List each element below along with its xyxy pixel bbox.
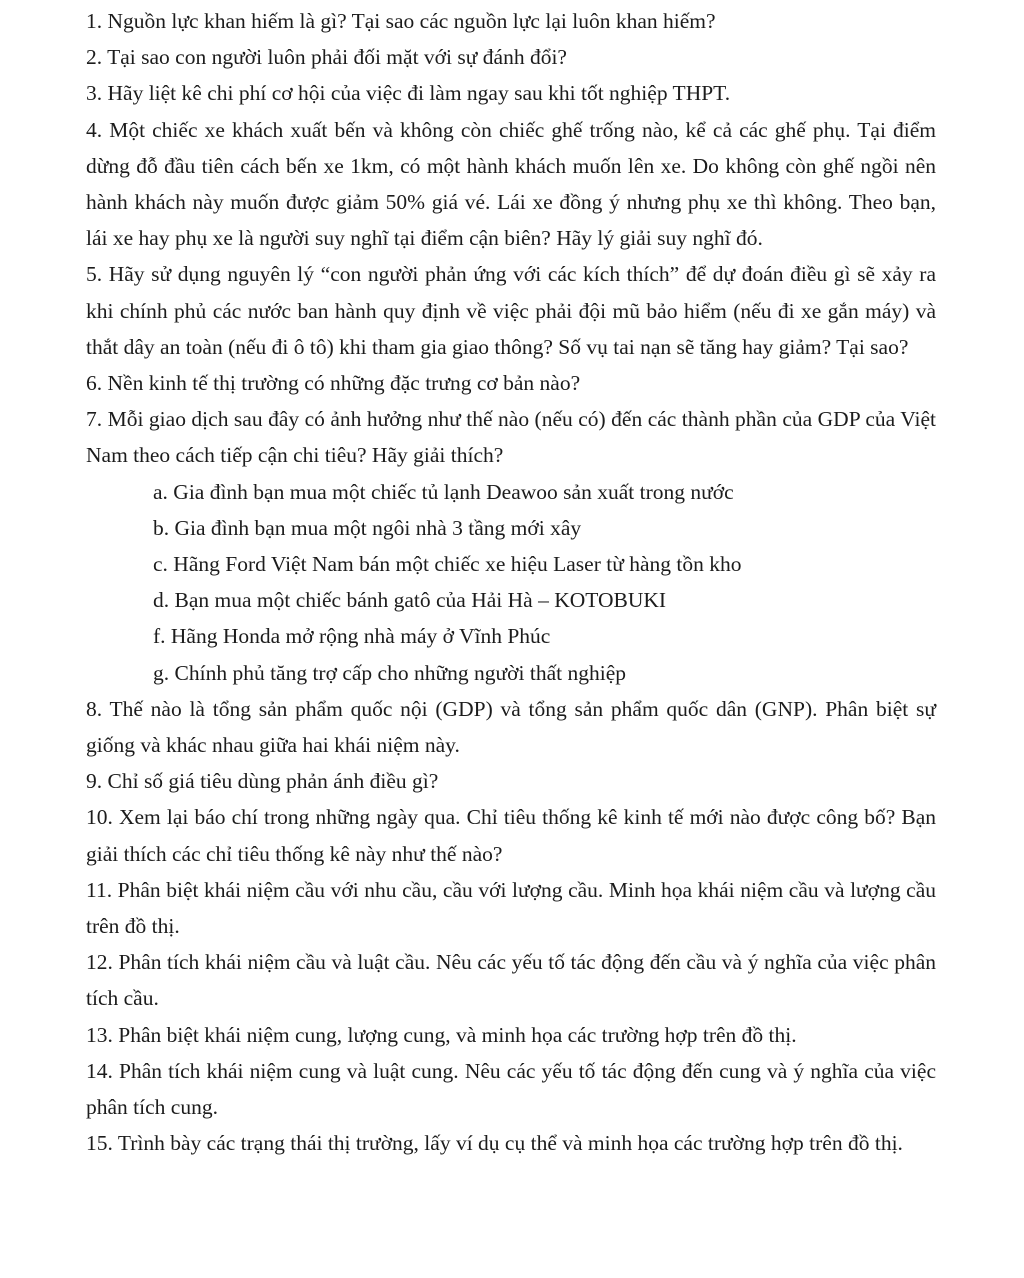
question-4: 4. Một chiếc xe khách xuất bến và không còn chiếc ghế trống nào, kể cả các ghế phụ. Tại điểm dừng đỗ đầu tiên cách bến xe 1km, có một hành khách muốn lên xe. Do không còn ghế ngồi nên hành khách này muốn được giảm 50% giá vé. Lái xe đồng ý nhưng phụ xe thì không. Theo bạn, lái xe hay phụ xe là người suy nghĩ tại điểm cận biên? Hãy lý giải suy nghĩ đó. [86,117,936,251]
question-6: 6. Nền kinh tế thị trường có những đặc trưng cơ bản nào? [86,371,581,396]
question-9: 9. Chỉ số giá tiêu dùng phản ánh điều gì? [86,769,439,794]
question-1: 1. Nguồn lực khan hiếm là gì? Tại sao các nguồn lực lại luôn khan hiếm? [86,9,716,33]
question-11: 11. Phân biệt khái niệm cầu với nhu cầu, cầu với lượng cầu. Minh họa khái niệm cầu và lượng cầu trên đồ thị. [86,877,936,939]
question-15: 15. Trình bày các trạng thái thị trường, lấy ví dụ cụ thể và minh họa các trường hợp trên đồ thị. [86,1131,903,1156]
question-8: 8. Thế nào là tổng sản phẩm quốc nội (GDP) và tổng sản phẩm quốc dân (GNP). Phân biệt sự giống và khác nhau giữa hai khái niệm này. [86,696,936,758]
question-7: 7. Mỗi giao dịch sau đây có ảnh hưởng như thế nào (nếu có) đến các thành phần của GDP của Việt Nam theo cách tiếp cận chi tiêu? Hãy giải thích? [86,407,936,468]
sub-item-d: d. Bạn mua một chiếc bánh gatô của Hải Hà – KOTOBUKI [153,588,667,613]
sub-item-f: f. Hãng Honda mở rộng nhà máy ở Vĩnh Phúc [153,624,551,649]
sub-item-b: b. Gia đình bạn mua một ngôi nhà 3 tầng mới xây [153,515,582,540]
question-10: 10. Xem lại báo chí trong những ngày qua. Chỉ tiêu thống kê kinh tế mới nào được công bố? Bạn giải thích các chỉ tiêu thống kê này như thế nào? [86,805,936,866]
sub-item-g: g. Chính phủ tăng trợ cấp cho những người thất nghiệp [153,660,626,685]
question-14: 14. Phân tích khái niệm cung và luật cung. Nêu các yếu tố tác động đến cung và ý nghĩa của việc phân tích cung. [86,1058,936,1120]
sub-item-a: a. Gia đình bạn mua một chiếc tủ lạnh Deawoo sản xuất trong nước [153,479,734,504]
question-2: 2. Tại sao con người luôn phải đối mặt với sự đánh đổi? [86,45,567,70]
question-5: 5. Hãy sử dụng nguyên lý “con người phản ứng với các kích thích” để dự đoán điều gì sẽ xảy ra khi chính phủ các nước ban hành quy định về việc phải đội mũ bảo hiểm (nếu đi xe gắn máy) và thắt dây an toàn (nếu đi ô tô) khi tham gia giao thông? Số vụ tai nạn sẽ tăng hay giảm? Tại sao? [86,262,936,359]
question-13: 13. Phân biệt khái niệm cung, lượng cung, và minh họa các trường hợp trên đồ thị. [86,1022,797,1047]
question-7-sub-list [86,474,936,691]
sub-item-c: c. Hãng Ford Việt Nam bán một chiếc xe hiệu Laser từ hàng tồn kho [153,552,742,577]
question-3: 3. Hãy liệt kê chi phí cơ hội của việc đi làm ngay sau khi tốt nghiệp THPT. [86,81,731,106]
question-12: 12. Phân tích khái niệm cầu và luật cầu. Nêu các yếu tố tác động đến cầu và ý nghĩa của việc phân tích cầu. [86,950,936,1011]
document-page [86,3,936,1162]
